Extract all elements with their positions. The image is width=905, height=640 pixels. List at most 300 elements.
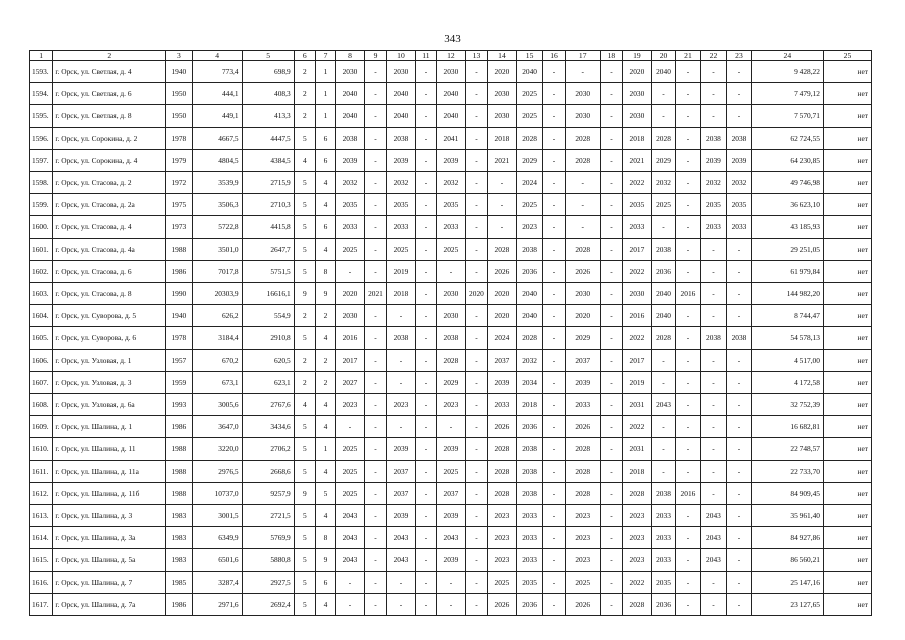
table-cell: - xyxy=(437,260,466,282)
table-cell: 2025 xyxy=(651,194,675,216)
table-cell: - xyxy=(364,349,386,371)
area-cell: 2910,8 xyxy=(242,327,294,349)
area-cell: 2710,3 xyxy=(242,194,294,216)
table-cell: - xyxy=(600,61,622,83)
table-cell: 2035 xyxy=(727,194,751,216)
table-cell: 2039 xyxy=(488,371,517,393)
table-cell: 2030 xyxy=(437,61,466,83)
table-cell: 2016 xyxy=(336,327,365,349)
table-cell: - xyxy=(676,260,700,282)
table-cell: - xyxy=(727,593,751,615)
table-cell: 2034 xyxy=(516,371,543,393)
address-cell: г. Орск, ул. Шалина, д. 7 xyxy=(53,571,166,593)
table-cell: 2025 xyxy=(516,194,543,216)
row-number-cell: 1610. xyxy=(30,438,53,460)
table-cell: - xyxy=(364,127,386,149)
table-cell: - xyxy=(543,327,565,349)
row-number-cell: 1602. xyxy=(30,260,53,282)
table-cell: 2022 xyxy=(623,327,652,349)
table-cell: - xyxy=(336,416,365,438)
area-cell: 16616,1 xyxy=(242,283,294,305)
address-cell: г. Орск, ул. Суворова, д. 5 xyxy=(53,305,166,327)
table-cell: 2016 xyxy=(623,305,652,327)
table-cell: - xyxy=(600,438,622,460)
row-number-cell: 1607. xyxy=(30,371,53,393)
table-cell: 2025 xyxy=(387,238,416,260)
table-cell: - xyxy=(415,83,436,105)
table-cell: - xyxy=(700,371,727,393)
table-cell: - xyxy=(465,394,487,416)
table-cell: - xyxy=(415,593,436,615)
table-cell: - xyxy=(727,349,751,371)
address-cell: г. Орск, ул. Шалина, д. 11а xyxy=(53,460,166,482)
table-cell: 2025 xyxy=(516,105,543,127)
row-number-cell: 1595. xyxy=(30,105,53,127)
table-cell: 2028 xyxy=(516,127,543,149)
table-cell: 2025 xyxy=(488,571,517,593)
row-number-cell: 1603. xyxy=(30,283,53,305)
table-cell: - xyxy=(600,371,622,393)
table-cell: - xyxy=(415,394,436,416)
table-cell: 2020 xyxy=(488,61,517,83)
table-cell: - xyxy=(700,349,727,371)
table-cell: 2033 xyxy=(651,549,675,571)
table-cell: 1988 xyxy=(166,460,193,482)
table-cell: - xyxy=(415,349,436,371)
column-header: 17 xyxy=(565,51,600,61)
table-cell: 2039 xyxy=(437,549,466,571)
table-cell: 2028 xyxy=(623,593,652,615)
table-cell: 2019 xyxy=(623,371,652,393)
area-cell: 4447,5 xyxy=(242,127,294,149)
table-cell: 2028 xyxy=(565,438,600,460)
area-cell: 2668,6 xyxy=(242,460,294,482)
table-cell: 2017 xyxy=(623,349,652,371)
table-cell: 2024 xyxy=(488,327,517,349)
table-cell: 5 xyxy=(294,327,315,349)
table-cell: 2038 xyxy=(516,460,543,482)
table-cell: 1993 xyxy=(166,394,193,416)
table-cell: - xyxy=(415,527,436,549)
table-row xyxy=(30,549,872,571)
table-cell: - xyxy=(415,61,436,83)
flag-cell: нет xyxy=(823,149,871,171)
table-cell: - xyxy=(465,194,487,216)
cost-cell: 7 570,71 xyxy=(751,105,823,127)
column-header: 2 xyxy=(53,51,166,61)
table-cell: 8 xyxy=(315,527,335,549)
table-cell: 2038 xyxy=(516,238,543,260)
table-cell: 2033 xyxy=(700,216,727,238)
table-cell: 2038 xyxy=(727,127,751,149)
table-cell: - xyxy=(727,83,751,105)
table-cell: - xyxy=(465,127,487,149)
table-cell: 1983 xyxy=(166,549,193,571)
table-cell: - xyxy=(437,593,466,615)
table-cell: 2039 xyxy=(387,438,416,460)
table-cell: - xyxy=(387,371,416,393)
table-cell: - xyxy=(600,260,622,282)
cost-cell: 22 748,57 xyxy=(751,438,823,460)
table-cell: 2033 xyxy=(336,216,365,238)
table-cell: - xyxy=(727,527,751,549)
table-cell: 2035 xyxy=(700,194,727,216)
table-row xyxy=(30,260,872,282)
table-cell: - xyxy=(727,260,751,282)
table-cell: 4 xyxy=(294,394,315,416)
row-number-cell: 1612. xyxy=(30,482,53,504)
table-cell: - xyxy=(600,394,622,416)
table-cell: 1972 xyxy=(166,172,193,194)
table-cell: - xyxy=(465,371,487,393)
table-cell: - xyxy=(676,149,700,171)
table-cell: 2026 xyxy=(488,260,517,282)
table-cell: 2027 xyxy=(336,371,365,393)
table-cell: 1978 xyxy=(166,327,193,349)
row-number-cell: 1600. xyxy=(30,216,53,238)
table-row xyxy=(30,238,872,260)
table-cell: 5 xyxy=(294,194,315,216)
table-cell: - xyxy=(364,394,386,416)
table-cell: 2038 xyxy=(387,327,416,349)
table-cell: - xyxy=(600,172,622,194)
table-row xyxy=(30,416,872,438)
table-cell: 5 xyxy=(294,216,315,238)
table-cell: - xyxy=(465,83,487,105)
row-number-cell: 1611. xyxy=(30,460,53,482)
table-cell: 1950 xyxy=(166,83,193,105)
flag-cell: нет xyxy=(823,194,871,216)
area-cell: 2706,2 xyxy=(242,438,294,460)
table-cell: - xyxy=(700,305,727,327)
table-cell: - xyxy=(676,194,700,216)
flag-cell: нет xyxy=(823,172,871,194)
table-cell: 2026 xyxy=(488,416,517,438)
row-number-cell: 1605. xyxy=(30,327,53,349)
table-cell: - xyxy=(415,416,436,438)
table-cell: - xyxy=(700,61,727,83)
table-row xyxy=(30,571,872,593)
flag-cell: нет xyxy=(823,394,871,416)
flag-cell: нет xyxy=(823,105,871,127)
table-cell: - xyxy=(543,83,565,105)
area-cell: 9257,9 xyxy=(242,482,294,504)
table-cell: 2036 xyxy=(516,416,543,438)
row-number-cell: 1596. xyxy=(30,127,53,149)
table-cell: 2028 xyxy=(437,349,466,371)
table-cell: 2038 xyxy=(387,127,416,149)
table-cell: 2028 xyxy=(651,327,675,349)
table-row xyxy=(30,438,872,460)
flag-cell: нет xyxy=(823,527,871,549)
table-cell: - xyxy=(415,482,436,504)
row-number-cell: 1601. xyxy=(30,238,53,260)
flag-cell: нет xyxy=(823,327,871,349)
table-cell: - xyxy=(364,593,386,615)
table-cell: - xyxy=(415,438,436,460)
table-cell: 2033 xyxy=(565,394,600,416)
table-cell: 2032 xyxy=(437,172,466,194)
area-cell: 4804,5 xyxy=(192,149,242,171)
table-cell: - xyxy=(676,305,700,327)
table-cell: 2035 xyxy=(387,194,416,216)
area-cell: 3506,3 xyxy=(192,194,242,216)
table-row xyxy=(30,216,872,238)
cost-cell: 32 752,39 xyxy=(751,394,823,416)
table-cell: - xyxy=(415,505,436,527)
table-cell: 2033 xyxy=(516,527,543,549)
table-cell: 2038 xyxy=(516,438,543,460)
table-cell: 2023 xyxy=(623,505,652,527)
area-cell: 673,1 xyxy=(192,371,242,393)
table-cell: - xyxy=(543,260,565,282)
table-cell: - xyxy=(676,216,700,238)
table-cell: 2038 xyxy=(651,238,675,260)
row-number-cell: 1606. xyxy=(30,349,53,371)
table-cell: - xyxy=(415,327,436,349)
table-cell: - xyxy=(543,172,565,194)
table-row xyxy=(30,127,872,149)
table-cell: - xyxy=(676,61,700,83)
table-cell: 2029 xyxy=(516,149,543,171)
table-cell: 2039 xyxy=(565,371,600,393)
table-cell: - xyxy=(543,305,565,327)
table-cell: 2 xyxy=(315,305,335,327)
table-cell: - xyxy=(465,105,487,127)
cost-cell: 35 961,40 xyxy=(751,505,823,527)
table-cell: - xyxy=(364,238,386,260)
flag-cell: нет xyxy=(823,260,871,282)
table-cell: - xyxy=(415,283,436,305)
area-cell: 670,2 xyxy=(192,349,242,371)
area-cell: 2721,5 xyxy=(242,505,294,527)
table-row xyxy=(30,83,872,105)
row-number-cell: 1609. xyxy=(30,416,53,438)
table-cell: - xyxy=(543,549,565,571)
area-cell: 6349,9 xyxy=(192,527,242,549)
cost-cell: 49 746,98 xyxy=(751,172,823,194)
table-cell: 2026 xyxy=(565,593,600,615)
area-cell: 3434,6 xyxy=(242,416,294,438)
table-cell: 2018 xyxy=(623,127,652,149)
table-cell: 4 xyxy=(315,460,335,482)
table-cell: 2035 xyxy=(336,194,365,216)
table-cell: 2030 xyxy=(336,61,365,83)
table-cell: 1 xyxy=(315,438,335,460)
table-cell: - xyxy=(437,416,466,438)
table-cell: - xyxy=(600,327,622,349)
cost-cell: 86 560,21 xyxy=(751,549,823,571)
table-cell: 2020 xyxy=(623,61,652,83)
table-cell: - xyxy=(415,260,436,282)
table-cell: 2033 xyxy=(387,216,416,238)
table-cell: 5 xyxy=(294,172,315,194)
table-cell: 2039 xyxy=(727,149,751,171)
table-cell: - xyxy=(727,482,751,504)
table-cell: - xyxy=(676,549,700,571)
area-cell: 698,9 xyxy=(242,61,294,83)
table-cell: 1988 xyxy=(166,482,193,504)
table-cell: 2040 xyxy=(437,105,466,127)
area-cell: 3539,9 xyxy=(192,172,242,194)
table-cell: - xyxy=(565,172,600,194)
table-cell: - xyxy=(364,305,386,327)
area-cell: 623,1 xyxy=(242,371,294,393)
table-cell: 5 xyxy=(294,505,315,527)
column-header: 14 xyxy=(488,51,517,61)
table-cell: 2023 xyxy=(516,216,543,238)
table-cell: 1 xyxy=(315,83,335,105)
table-cell: - xyxy=(727,305,751,327)
table-cell: 1985 xyxy=(166,571,193,593)
cost-cell: 43 185,93 xyxy=(751,216,823,238)
area-cell: 10737,0 xyxy=(192,482,242,504)
row-number-cell: 1597. xyxy=(30,149,53,171)
area-cell: 5880,8 xyxy=(242,549,294,571)
area-cell: 6501,6 xyxy=(192,549,242,571)
column-header: 7 xyxy=(315,51,335,61)
table-cell: 6 xyxy=(315,127,335,149)
cost-cell: 61 979,84 xyxy=(751,260,823,282)
row-number-cell: 1594. xyxy=(30,83,53,105)
cost-cell: 62 724,55 xyxy=(751,127,823,149)
table-cell: 2030 xyxy=(437,305,466,327)
table-cell: 2032 xyxy=(387,172,416,194)
area-cell: 3001,5 xyxy=(192,505,242,527)
table-cell: 1959 xyxy=(166,371,193,393)
address-cell: г. Орск, ул. Шалина, д. 7а xyxy=(53,593,166,615)
table-cell: - xyxy=(676,105,700,127)
cost-cell: 4 172,58 xyxy=(751,371,823,393)
table-cell: - xyxy=(387,305,416,327)
area-cell: 5722,8 xyxy=(192,216,242,238)
table-cell: 5 xyxy=(294,593,315,615)
table-cell: 2040 xyxy=(437,83,466,105)
area-cell: 3647,0 xyxy=(192,416,242,438)
table-cell: - xyxy=(543,416,565,438)
area-cell: 620,5 xyxy=(242,349,294,371)
table-cell: - xyxy=(465,482,487,504)
table-cell: 2038 xyxy=(727,327,751,349)
cost-cell: 144 982,20 xyxy=(751,283,823,305)
table-cell: 2025 xyxy=(437,460,466,482)
table-cell: - xyxy=(651,416,675,438)
table-cell: 6 xyxy=(315,216,335,238)
table-cell: 2039 xyxy=(387,505,416,527)
table-cell: 2037 xyxy=(488,349,517,371)
table-cell: - xyxy=(727,61,751,83)
table-cell: - xyxy=(600,349,622,371)
cost-cell: 84 927,86 xyxy=(751,527,823,549)
table-cell: 2020 xyxy=(465,283,487,305)
table-cell: 2022 xyxy=(623,416,652,438)
area-cell: 626,2 xyxy=(192,305,242,327)
table-cell: 2023 xyxy=(623,527,652,549)
table-cell: - xyxy=(600,194,622,216)
cost-cell: 22 733,70 xyxy=(751,460,823,482)
table-cell: 2030 xyxy=(623,83,652,105)
table-cell: 1940 xyxy=(166,305,193,327)
table-cell: - xyxy=(364,327,386,349)
column-header: 11 xyxy=(415,51,436,61)
table-cell: - xyxy=(543,194,565,216)
area-cell: 2976,5 xyxy=(192,460,242,482)
address-cell: г. Орск, ул. Стасова, д. 4 xyxy=(53,216,166,238)
table-cell: 2017 xyxy=(623,238,652,260)
table-row xyxy=(30,327,872,349)
table-cell: - xyxy=(465,305,487,327)
column-header: 23 xyxy=(727,51,751,61)
table-cell: 2023 xyxy=(437,394,466,416)
table-cell: 2030 xyxy=(488,105,517,127)
table-cell: 2035 xyxy=(516,571,543,593)
table-cell: 5 xyxy=(294,238,315,260)
table-cell: - xyxy=(488,194,517,216)
table-cell: - xyxy=(543,238,565,260)
table-cell: 2017 xyxy=(336,349,365,371)
table-cell: 2039 xyxy=(437,149,466,171)
table-cell: 2 xyxy=(315,349,335,371)
area-cell: 5751,5 xyxy=(242,260,294,282)
table-cell: - xyxy=(700,394,727,416)
address-cell: г. Орск, ул. Узловая, д. 6а xyxy=(53,394,166,416)
table-cell: 5 xyxy=(294,527,315,549)
table-cell: - xyxy=(700,593,727,615)
row-number-cell: 1608. xyxy=(30,394,53,416)
table-cell: - xyxy=(387,349,416,371)
address-cell: г. Орск, ул. Светлая, д. 6 xyxy=(53,83,166,105)
address-cell: г. Орск, ул. Стасова, д. 6 xyxy=(53,260,166,282)
flag-cell: нет xyxy=(823,482,871,504)
table-cell: - xyxy=(700,416,727,438)
table-cell: 2040 xyxy=(336,105,365,127)
table-cell: 2022 xyxy=(623,571,652,593)
table-row xyxy=(30,593,872,615)
table-cell: 2023 xyxy=(565,505,600,527)
row-number-cell: 1615. xyxy=(30,549,53,571)
table-cell: 2028 xyxy=(488,460,517,482)
area-cell: 3005,6 xyxy=(192,394,242,416)
table-cell: - xyxy=(415,549,436,571)
row-number-cell: 1617. xyxy=(30,593,53,615)
table-cell: - xyxy=(543,571,565,593)
column-header: 24 xyxy=(751,51,823,61)
table-cell: 2043 xyxy=(387,527,416,549)
table-cell: 2043 xyxy=(437,527,466,549)
table-cell: 2023 xyxy=(565,549,600,571)
column-number-header xyxy=(30,51,872,61)
table-cell: - xyxy=(676,127,700,149)
area-cell: 413,3 xyxy=(242,105,294,127)
table-cell: 2024 xyxy=(516,172,543,194)
table-cell: 2028 xyxy=(488,238,517,260)
address-cell: г. Орск, ул. Шалина, д. 1 xyxy=(53,416,166,438)
area-cell: 2692,4 xyxy=(242,593,294,615)
table-cell: 2023 xyxy=(488,505,517,527)
column-header: 4 xyxy=(192,51,242,61)
table-cell: 2041 xyxy=(437,127,466,149)
flag-cell: нет xyxy=(823,460,871,482)
cost-cell: 23 127,65 xyxy=(751,593,823,615)
table-cell: - xyxy=(543,482,565,504)
table-cell: - xyxy=(600,83,622,105)
table-cell: 2032 xyxy=(700,172,727,194)
table-row xyxy=(30,305,872,327)
table-cell: 2021 xyxy=(623,149,652,171)
table-cell: 2040 xyxy=(651,305,675,327)
table-cell: 2039 xyxy=(437,505,466,527)
table-cell: - xyxy=(651,83,675,105)
